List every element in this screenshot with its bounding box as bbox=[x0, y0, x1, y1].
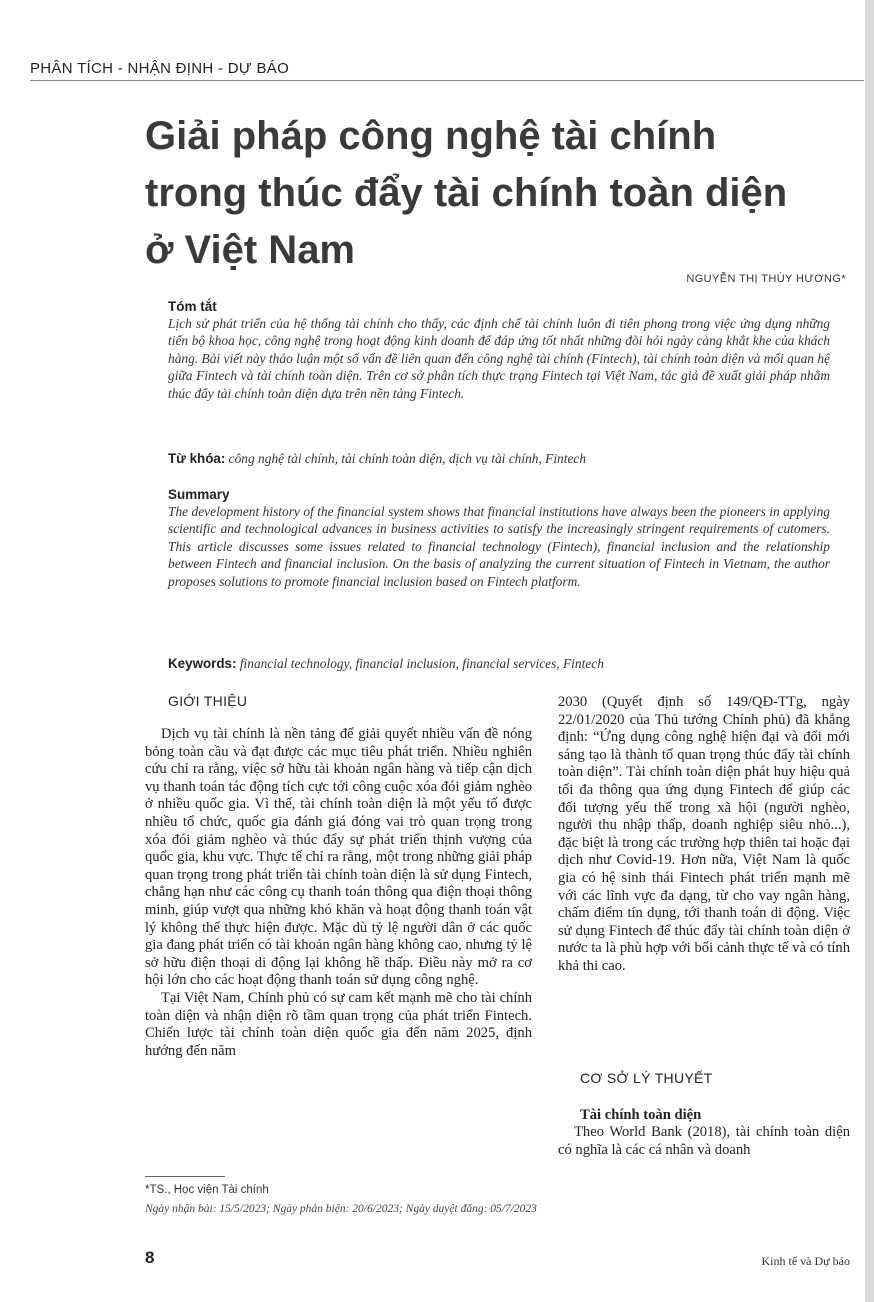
keywords-vi-list: công nghệ tài chính, tài chính toàn diện, dịch vụ tài chính, Fintech bbox=[228, 451, 587, 466]
keywords-en-label: Keywords: bbox=[168, 656, 237, 671]
header-rule bbox=[30, 80, 864, 81]
section-label: PHÂN TÍCH - NHẬN ĐỊNH - DỰ BÁO bbox=[30, 60, 290, 77]
article-title bbox=[145, 108, 860, 279]
title-line: Giải pháp công nghệ tài chính bbox=[145, 114, 717, 158]
right-column bbox=[558, 694, 850, 976]
abstract-en-text: The development history of the financial system shows that financial institutions have always been the pioneers in applying scientific and technological advances in business activities to satisfy the increasingly stringent requirements of cutomers. This article discusses some issues related to financial technology (Fintech), financial inclusion and the relationship between Fintech and financial inclusion. On the basis of analyzing the current situation of Fintech in Vietnam, the author proposes solutions to promote financial inclusion based on Fintech platform. bbox=[168, 504, 830, 589]
abstract-vi-heading: Tóm tắt bbox=[168, 299, 217, 314]
paragraph: Tại Việt Nam, Chính phủ có sự cam kết mạnh mẽ cho tài chính toàn diện và nhận diện rõ tầm quan trọng của phát triển Fintech. Chiến lược tài chính toàn diện quốc gia đến năm 2025, định hướng đến năm bbox=[145, 989, 532, 1059]
intro-heading: GIỚI THIỆU bbox=[168, 693, 248, 709]
paragraph: 2030 (Quyết định số 149/QĐ-TTg, ngày 22/01/2020 của Thủ tướng Chính phủ) đã khẳng định: “Ứng dụng công nghệ hiện đại và đổi mới sáng tạo là thành tố quan trọng thúc đẩy tài chính toàn diện”. Tài chính toàn diện phát huy hiệu quả tối đa thông qua ứng dụng Fintech để giúp các đối tượng yếu thế trong xã hội (người nghèo, người thu nhập thấp, doanh nghiệp siêu nhỏ...), đặc biệt là trong các trường hợp thiên tai hoặc đại dịch như Covid-19. Hơn nữa, Việt Nam là quốc gia có hệ sinh thái Fintech phát triển mạnh mẽ với các lĩnh vực đa dạng, từ cho vay ngân hàng, chấm điểm tín dụng, tới thanh toán di động. Việc sử dụng Fintech để thúc đẩy tài chính toàn diện ở nước ta là phù hợp với bối cảnh thực tế và có tính khả thi cao. bbox=[558, 694, 850, 974]
abstract-vi bbox=[168, 298, 830, 402]
footnote-rule bbox=[145, 1176, 225, 1177]
paragraph: Theo World Bank (2018), tài chính toàn diện có nghĩa là các cá nhân và doanh bbox=[558, 1124, 850, 1158]
theory-heading: CƠ SỞ LÝ THUYẾT bbox=[580, 1070, 713, 1086]
abstract-en bbox=[168, 486, 830, 590]
footnote-affiliation: *TS., Học viện Tài chính bbox=[145, 1184, 269, 1196]
keywords-en-list: financial technology, financial inclusion, financial services, Fintech bbox=[239, 656, 604, 671]
page-number: 8 bbox=[145, 1248, 155, 1267]
keywords-vi bbox=[168, 450, 830, 467]
journal-name: Kinh tế và Dự báo bbox=[761, 1254, 850, 1268]
abstract-en-heading: Summary bbox=[168, 487, 230, 502]
author-name: NGUYỄN THỊ THÙY HƯƠNG* bbox=[686, 273, 846, 285]
footnote-dates: Ngày nhận bài: 15/5/2023; Ngày phản biện: 20/6/2023; Ngày duyệt đăng: 05/7/2023 bbox=[145, 1203, 537, 1215]
abstract-vi-text: Lịch sử phát triển của hệ thống tài chính cho thấy, các định chế tài chính luôn đi tiên phong trong việc ứng dụng những tiến bộ khoa học, công nghệ trong hoạt động kinh doanh để đáp ứng tốt nhất những đòi hỏi ngày càng khắt khe của khách hàng. Bài viết này thảo luận một số vấn đề liên quan đến công nghệ tài chính (Fintech), tài chính toàn diện và mối quan hệ giữa Fintech và tài chính toàn diện. Trên cơ sở phân tích thực trạng Fintech tại Việt Nam, tác giả đề xuất giải pháp nhằm thúc đẩy tài chính toàn diện dựa trên nền tảng Fintech. bbox=[168, 316, 830, 401]
page-edge-shadow bbox=[865, 0, 874, 1302]
paragraph: Dịch vụ tài chính là nền tảng để giải quyết nhiều vấn đề nóng bỏng toàn cầu và đạt được các mục tiêu phát triển. Nhiều nghiên cứu chỉ ra rằng, việc sở hữu tài khoản ngân hàng và tiếp cận dịch vụ thanh toán tác động tích cực tới công cuộc xóa đói giảm nghèo ở nhiều quốc gia. Vì thế, tài chính toàn diện là một yếu tố được nhiều tổ chức, quốc gia đánh giá đóng vai trò quan trọng trong xóa đói giảm nghèo và thúc đẩy sự phát triển thịnh vượng của quốc gia, khu vực. Thực tế chỉ ra rằng, một trong những giải pháp quan trọng trong phát triển tài chính toàn diện là sử dụng Fintech, chẳng hạn như các công cụ thanh toán thông qua điện thoại thông minh, giúp vượt qua những khó khăn và hoạt động thanh toán vật lý không thể thực hiện được. Mặc dù tỷ lệ người dân ở các quốc gia đang phát triển có tài khoản ngân hàng không cao, nhưng tỷ lệ sở hữu điện thoại di động lại không hề thấp. Điều này mở ra cơ hội lớn cho các hoạt động thanh toán sử dụng công nghệ. bbox=[145, 726, 532, 989]
left-column bbox=[145, 726, 532, 1060]
title-line: trong thúc đẩy tài chính toàn diện bbox=[145, 171, 788, 215]
theory-column bbox=[558, 1106, 850, 1159]
keywords-en bbox=[168, 655, 830, 672]
keywords-vi-label: Từ khóa: bbox=[168, 451, 226, 466]
title-line: ở Việt Nam bbox=[145, 228, 355, 272]
subheading: Tài chính toàn diện bbox=[580, 1107, 702, 1123]
